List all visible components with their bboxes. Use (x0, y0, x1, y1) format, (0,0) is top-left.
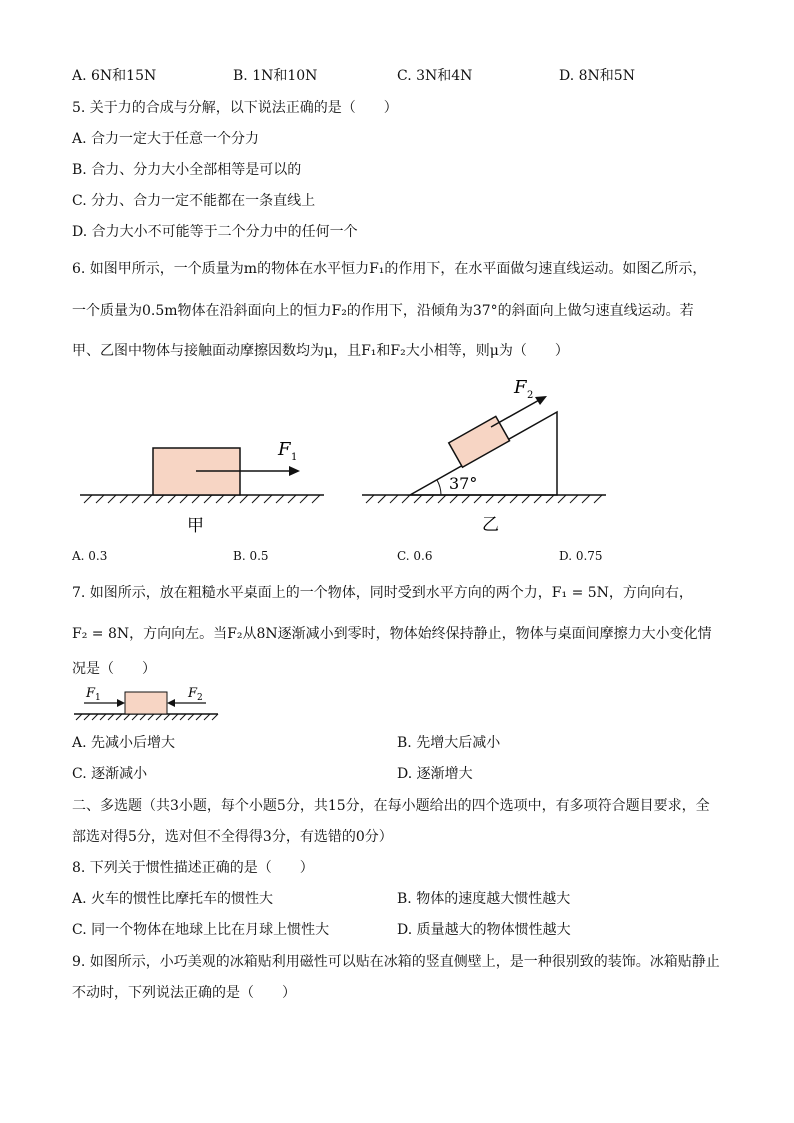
force-arrow-f1-head (289, 466, 300, 476)
q7-label-f1: F (86, 686, 96, 701)
q9-line-2: 不动时，下列说法正确的是（ ） (72, 985, 296, 1001)
q8-option-d: D. 质量越大的物体惯性越大 (397, 922, 571, 938)
block-q7 (125, 692, 167, 714)
q4-option-b: B. 1N和10N (233, 68, 318, 84)
q9-line-1: 9. 如图所示，小巧美观的冰箱贴利用磁性可以贴在冰箱的竖直侧壁上，是一种很别致的装饰。冰箱贴静止 (72, 954, 720, 970)
q7-option-c: C. 逐渐减小 (72, 766, 148, 782)
figure-label-jia: 甲 (187, 516, 204, 536)
q6-option-c: C. 0.6 (397, 549, 433, 563)
block-yi-group (449, 416, 510, 467)
q7-label-f2-sub: 2 (197, 693, 203, 703)
q6-option-d: D. 0.75 (559, 549, 603, 563)
ground-hatch (76, 714, 218, 720)
force-label-f2-sub: 2 (527, 390, 534, 401)
q8-option-b: B. 物体的速度越大惯性越大 (397, 891, 571, 907)
q7-line-3: 况是（ ） (72, 661, 156, 677)
q6-line-2: 一个质量为0.5m物体在沿斜面向上的恒力F₂的作用下，沿倾角为37°的斜面向上做匀速直线运动。若 (72, 303, 694, 319)
q8-option-c: C. 同一个物体在地球上比在月球上惯性大 (72, 922, 330, 938)
q6-line-1: 6. 如图甲所示，一个质量为m的物体在水平恒力F₁的作用下，在水平面做匀速直线运动。如图乙所示， (72, 261, 707, 277)
angle-label: 37° (449, 474, 478, 493)
force-label-f1-sub: 1 (291, 452, 298, 463)
q6-figure-yi (356, 373, 616, 538)
force-arrow-f2-head (167, 699, 175, 707)
q7-label-f1-sub: 1 (95, 693, 101, 703)
q7-label-f2: F (188, 686, 198, 701)
q5-stem: 5. 关于力的合成与分解，以下说法正确的是（ ） (72, 100, 398, 116)
q7-figure (72, 682, 222, 724)
q4-option-a: A. 6N和15N (72, 68, 157, 84)
q6-figure-jia (72, 428, 332, 538)
q5-option-a: A. 合力一定大于任意一个分力 (72, 131, 260, 147)
q7-line-2: F₂ = 8N，方向向左。当F₂从8N逐渐减小到零时，物体始终保持静止，物体与桌面间摩擦力大小变化情 (72, 626, 712, 642)
q7-option-b: B. 先增大后减小 (397, 735, 501, 751)
figure-label-yi: 乙 (482, 515, 499, 535)
force-label-f1: F (278, 439, 291, 460)
q8-stem: 8. 下列关于惯性描述正确的是（ ） (72, 860, 314, 876)
q4-option-c: C. 3N和4N (397, 68, 473, 84)
q5-option-b: B. 合力、分力大小全部相等是可以的 (72, 162, 302, 178)
force-arrow-f2 (491, 399, 541, 427)
block-yi (449, 416, 510, 467)
q6-line-3: 甲、乙图中物体与接触面动摩擦因数均为μ，且F₁和F₂大小相等，则μ为（ ） (72, 343, 569, 359)
ground-hatch (366, 495, 602, 503)
section2-line-2: 部选对得5分，选对但不全得得3分，有选错的0分） (72, 829, 393, 845)
q4-option-d: D. 8N和5N (559, 68, 635, 84)
q5-option-d: D. 合力大小不可能等于二个分力中的任何一个 (72, 224, 358, 240)
q6-option-a: A. 0.3 (72, 549, 108, 563)
q7-line-1: 7. 如图所示，放在粗糙水平桌面上的一个物体，同时受到水平方向的两个力，F₁ = 5N，方向向右， (72, 585, 693, 601)
force-label-f2: F (514, 377, 527, 398)
q8-option-a: A. 火车的惯性比摩托车的惯性大 (72, 891, 274, 907)
q6-option-b: B. 0.5 (233, 549, 269, 563)
force-arrow-f1-head (117, 699, 125, 707)
q5-option-c: C. 分力、合力一定不能都在一条直线上 (72, 193, 316, 209)
angle-arc (437, 480, 441, 495)
ground-hatch (84, 495, 320, 503)
q7-option-d: D. 逐渐增大 (397, 766, 473, 782)
section2-line-1: 二、多选题（共3小题，每个小题5分，共15分，在每小题给出的四个选项中，有多项符合题目要求，全 (72, 798, 710, 814)
q7-option-a: A. 先减小后增大 (72, 735, 176, 751)
